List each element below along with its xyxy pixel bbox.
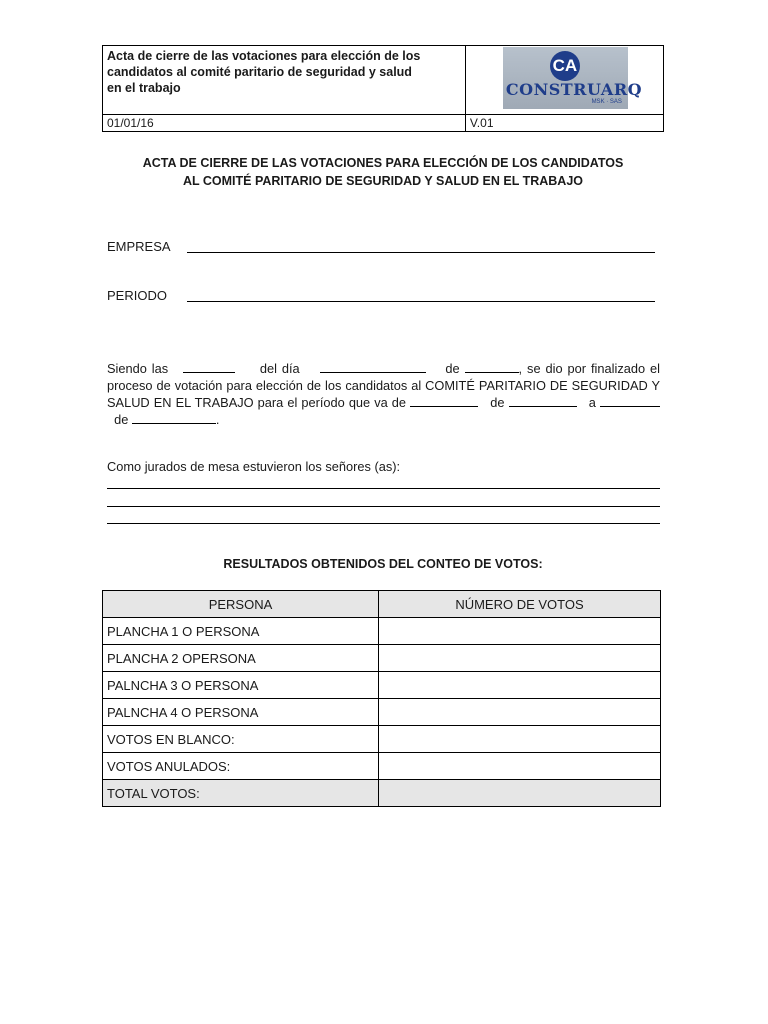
- header-title-line: candidatos al comité paritario de seguridad y salud: [107, 65, 412, 79]
- month-blank[interactable]: [465, 360, 519, 373]
- jurados-blank-line[interactable]: [107, 488, 660, 489]
- total-row: [103, 780, 661, 807]
- header-date: 01/01/16: [103, 115, 466, 132]
- period-start-year-blank[interactable]: [509, 394, 577, 407]
- vote-count-cell[interactable]: [379, 618, 661, 645]
- period-start-blank[interactable]: [410, 394, 478, 407]
- vote-count-cell[interactable]: [379, 753, 661, 780]
- results-title: RESULTADOS OBTENIDOS DEL CONTEO DE VOTOS:: [223, 557, 543, 571]
- page-title: [102, 154, 664, 190]
- table-row: [103, 618, 661, 645]
- header-title-line: en el trabajo: [107, 81, 181, 95]
- row-label: PLANCHA 2 OPERSONA: [103, 645, 379, 672]
- paragraph-text: .: [215, 412, 220, 427]
- table-row: [103, 699, 661, 726]
- empresa-blank-line[interactable]: [187, 252, 655, 253]
- periodo-blank-line[interactable]: [187, 301, 655, 302]
- empresa-label: EMPRESA: [107, 239, 171, 254]
- document-header: [102, 45, 664, 132]
- logo-tagline: MSK · SAS: [591, 99, 622, 105]
- column-header: NÚMERO DE VOTOS: [379, 591, 661, 618]
- paragraph-text: de: [490, 395, 505, 410]
- vote-count-cell[interactable]: [379, 645, 661, 672]
- paragraph-text: Siendo las: [107, 361, 169, 376]
- periodo-label: PERIODO: [107, 288, 167, 303]
- row-label: VOTOS ANULADOS:: [103, 753, 379, 780]
- total-count-cell[interactable]: [379, 780, 661, 807]
- table-row: [103, 645, 661, 672]
- paragraph-text: de: [114, 412, 129, 427]
- vote-count-cell[interactable]: [379, 726, 661, 753]
- empresa-field[interactable]: [107, 239, 171, 254]
- row-label: VOTOS EN BLANCO:: [103, 726, 379, 753]
- jurados-label: Como jurados de mesa estuvieron los señores (as):: [107, 459, 401, 474]
- day-blank[interactable]: [320, 360, 426, 373]
- periodo-field[interactable]: [107, 288, 167, 303]
- paragraph-text: de: [445, 361, 460, 376]
- row-label: PALNCHA 3 O PERSONA: [103, 672, 379, 699]
- paragraph-text: , se dio por finalizado el proceso de votación para elección de los candidatos al COMITÉ PARITARIO DE SEGURIDAD Y SALUD EN EL TRABAJO para el período que va de: [107, 361, 660, 410]
- table-row: [103, 753, 661, 780]
- jurados-blank-line[interactable]: [107, 523, 660, 524]
- period-end-year-blank[interactable]: [132, 411, 216, 424]
- header-version: V.01: [465, 115, 663, 132]
- table-row: [103, 672, 661, 699]
- votes-table: [102, 590, 661, 807]
- logo-wordmark: CONSTRUARQ: [505, 80, 643, 99]
- column-header: PERSONA: [103, 591, 379, 618]
- row-label: PALNCHA 4 O PERSONA: [103, 699, 379, 726]
- jurados-blank-line[interactable]: [107, 506, 660, 507]
- row-label: PLANCHA 1 O PERSONA: [103, 618, 379, 645]
- closing-paragraph: [107, 360, 660, 428]
- table-row: [103, 726, 661, 753]
- total-label: TOTAL VOTOS:: [103, 780, 379, 807]
- vote-count-cell[interactable]: [379, 672, 661, 699]
- paragraph-text: a: [588, 395, 596, 410]
- hour-blank[interactable]: [183, 360, 235, 373]
- page-title-line: ACTA DE CIERRE DE LAS VOTACIONES PARA ELECCIÓN DE LOS CANDIDATOS: [142, 156, 624, 170]
- table-header-row: [103, 591, 661, 618]
- paragraph-text: del día: [259, 361, 300, 376]
- logo-mark-icon: CA: [550, 51, 580, 81]
- header-title: [103, 46, 466, 115]
- header-title-line: Acta de cierre de las votaciones para elección de los: [107, 49, 421, 63]
- page-title-line: AL COMITÉ PARITARIO DE SEGURIDAD Y SALUD EN EL TRABAJO: [182, 174, 584, 188]
- logo-cell: [465, 46, 663, 115]
- period-end-blank[interactable]: [600, 394, 660, 407]
- vote-count-cell[interactable]: [379, 699, 661, 726]
- company-logo: [503, 47, 643, 109]
